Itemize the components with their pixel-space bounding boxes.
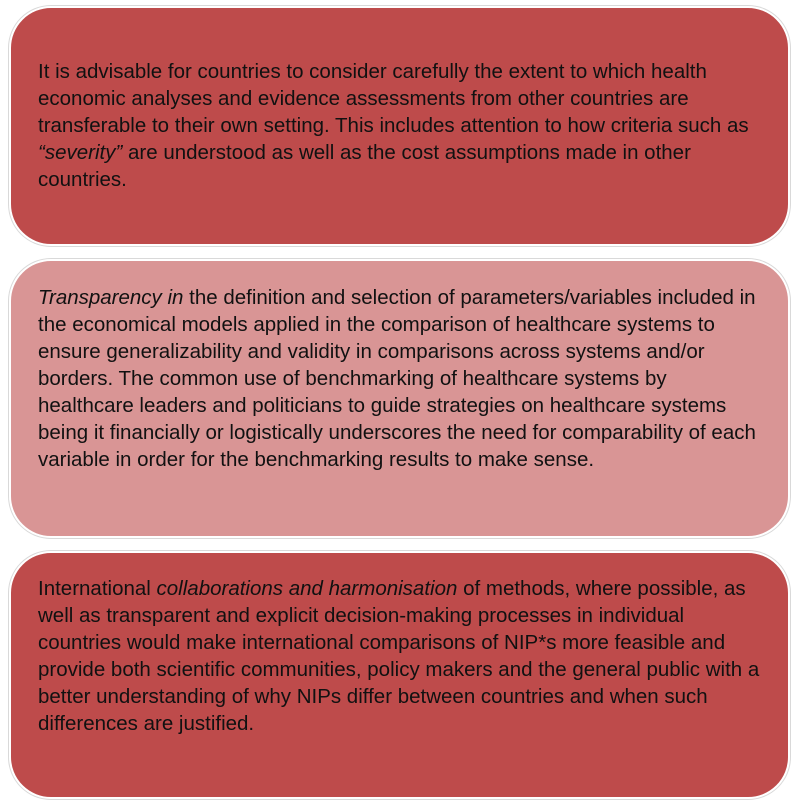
recommendation-box-collaboration (9, 551, 790, 799)
emphasis-transparency: Transparency in (38, 286, 184, 309)
recommendation-text-transparency (38, 284, 764, 473)
text-segment: International (38, 577, 157, 600)
emphasis-severity: “severity” (38, 141, 123, 164)
recommendation-text-collaboration (38, 575, 764, 737)
text-segment: of methods, where possible, as well as transparent and explicit decision-making processes in individual countries would make international comparisons of NIP*s more feasible and provide both scientific communities, policy makers and the general public with a better understanding of why NIPs differ between countries and when such differences are justified. (38, 577, 760, 735)
recommendation-box-transparency (9, 259, 790, 538)
text-segment: It is advisable for countries to consider carefully the extent to which health economic analyses and evidence assessments from other countries are transferable to their own setting. This includes attention to how criteria such as (38, 60, 749, 137)
recommendation-box-transferability (9, 6, 790, 246)
text-segment: are understood as well as the cost assumptions made in other countries. (38, 141, 691, 191)
text-segment: the definition and selection of parameters/variables included in the economical models applied in the comparison of healthcare systems to ensure generalizability and validity in comparisons across systems and/or borders. The common use of benchmarking of healthcare systems by healthcare leaders and politicians to guide strategies on healthcare systems being it financially or logistically underscores the need for comparability of each variable in order for the benchmarking results to make sense. (38, 286, 756, 471)
emphasis-collaboration: collaborations and harmonisation (156, 577, 458, 600)
recommendation-text-transferability (38, 58, 764, 193)
